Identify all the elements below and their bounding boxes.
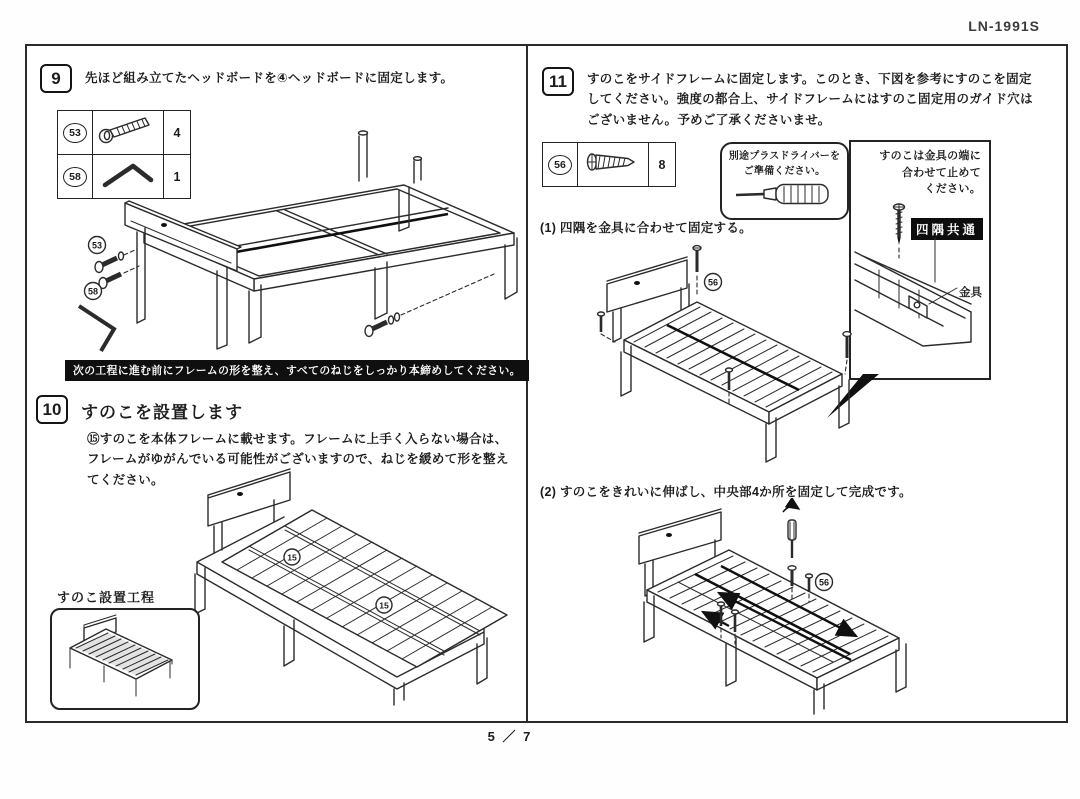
part-56-number: 56 (548, 155, 572, 175)
step9-warning-banner: 次の工程に進む前にフレームの形を整え、すべてのねじをしっかり本締めしてください。 (65, 360, 529, 381)
screw-icon (580, 143, 646, 181)
substep1-diagram (579, 236, 879, 476)
step11-line2: してください。強度の都合上、サイドフレームにはすのこ固定用のガイド穴は (587, 92, 1033, 107)
process-box (50, 608, 200, 710)
detail-note-line1: すのこは金具の端に (879, 150, 981, 162)
svg-text:53: 53 (91, 240, 103, 251)
svg-text:56: 56 (818, 577, 830, 588)
part-53-number: 53 (63, 123, 87, 143)
detail-note-line2: 合わせて止めて (901, 166, 981, 179)
part-53-qty: 4 (164, 111, 191, 155)
screwdriver-note (722, 144, 847, 179)
part-53-badge (89, 237, 106, 254)
bracket-label: 金具 (959, 287, 982, 299)
step11-header (542, 67, 1042, 130)
foot-bolt (365, 274, 494, 337)
process-caption: すのこ設置工程 (57, 590, 156, 605)
step11-parts-table (542, 142, 676, 187)
step11-line1: すのこをサイドフレームに固定します。このとき、下図を参考にすのこを固定 (587, 72, 1032, 86)
screwdriver-icon (783, 507, 799, 558)
step10-title: すのこを設置します (81, 403, 243, 422)
step11-instruction (587, 67, 1033, 130)
screwdriver-note-box (720, 142, 849, 220)
step10-number-box: 10 (36, 395, 68, 424)
part-58-badge (85, 283, 102, 300)
step10-diagram (162, 462, 522, 707)
page-number: 5 ／ 7 (487, 729, 533, 744)
slat-part-badge (284, 549, 300, 565)
sheet-border (25, 44, 1068, 723)
step11-number-box: 11 (542, 67, 574, 96)
svg-text:56: 56 (707, 277, 719, 288)
step9-instruction: 先ほど組み立てたヘッドボードを④ヘッドボードに固定します。 (85, 71, 454, 85)
detail-note (851, 142, 989, 198)
headboard-pins (359, 131, 422, 183)
corner-common-label: 四隅共通 (911, 218, 983, 240)
substep1-caption: (1) 四隅を金具に合わせて固定する。 (540, 221, 752, 235)
step10-body-line1: ⑮すのこを本体フレームに載せます。フレームに上手く入らない場合は、 (87, 432, 508, 446)
substep2-caption: (2) すのこをきれいに伸ばし、中央部4か所を固定して完成です。 (540, 485, 912, 499)
process-mini-bed (54, 612, 196, 704)
part-58-number: 58 (63, 167, 87, 187)
step10-body-line2: フレームがゆがんでいる可能性がございますので、ねじを緩めて形を整えてください。 (87, 452, 509, 487)
screwdriver-note-line2: ご準備ください。 (743, 166, 826, 177)
screwdriver-note-line1: 別途プラスドライバーを (728, 151, 841, 162)
svg-text:58: 58 (87, 286, 99, 297)
column-divider (526, 46, 528, 721)
slat-deck (222, 510, 507, 667)
step11-line3: ございません。予めご了承くださいませ。 (587, 112, 831, 127)
bolt-hardware (95, 249, 139, 289)
svg-text:15: 15 (287, 552, 297, 563)
part-56-qty: 8 (649, 143, 676, 187)
part-58-qty: 1 (164, 155, 191, 199)
part-56-badge (705, 274, 722, 291)
step10-header (36, 395, 243, 424)
hex-key-drawing (79, 306, 114, 351)
step9-header (40, 64, 510, 93)
slat-part-badge (376, 597, 392, 613)
part-56-badge (816, 574, 833, 591)
detail-note-line3: ください。 (924, 183, 981, 195)
screwdriver-icon (732, 181, 836, 207)
substep2-diagram (609, 498, 954, 716)
screw-icon (894, 204, 905, 258)
svg-text:15: 15 (379, 600, 389, 611)
step9-diagram (69, 91, 524, 361)
parts-row-56 (543, 143, 676, 187)
step9-number-box: 9 (40, 64, 72, 93)
document-code: LN-1991S (968, 18, 1040, 34)
